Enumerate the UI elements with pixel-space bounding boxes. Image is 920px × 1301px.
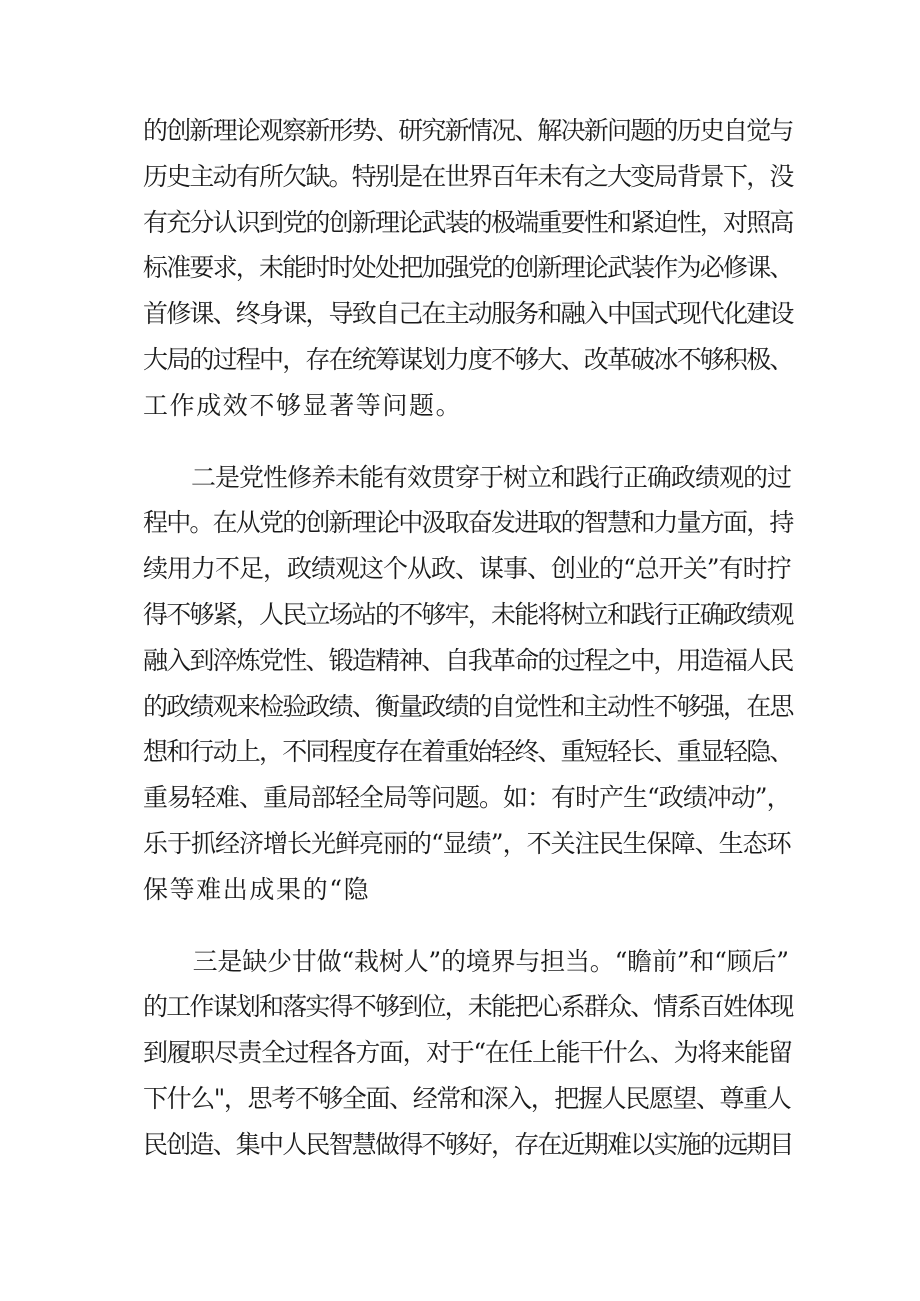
text-line: 的创新理论观察新形势、研究新情况、解决新问题的历史自觉与 (143, 116, 793, 145)
paragraph-1 (143, 108, 793, 429)
text-line: 的政绩观来检验政绩、衡量政绩的自觉性和主动性不够强，在思 (143, 691, 793, 721)
text-line: 续用力不足，政绩观这个从政、谋事、创业的“总开关”有时拧 (143, 554, 791, 584)
text-line: 的工作谋划和落实得不够到位，未能把心系群众、情系百姓体现 (143, 992, 793, 1022)
paragraph-3 (143, 939, 793, 1168)
text-line: 乐于抓经济增长光鲜亮丽的“显绩”，不关注民生保障、生态环 (143, 828, 791, 858)
text-line: 三是缺少甘做“栽树人”的境界与担当。“瞻前”和“顾后” (143, 946, 789, 976)
text-line: 有充分认识到党的创新理论武装的极端重要性和紧迫性，对照高 (143, 207, 793, 237)
paragraph-2 (143, 455, 793, 913)
text-line: 得不够紧，人民立场站的不够牢，未能将树立和践行正确政绩观 (143, 599, 793, 629)
paragraph-spacing (143, 913, 793, 939)
text-line: 保等难出成果的“隐 (143, 874, 371, 904)
text-line: 工作成效不够显著等问题。 (143, 390, 463, 420)
text-line: 大局的过程中，存在统筹谋划力度不够大、改革破冰不够积极、 (143, 344, 793, 374)
text-line: 二是党性修养未能有效贯穿于树立和践行正确政绩观的过 (143, 462, 792, 492)
text-line: 程中。在从党的创新理论中汲取奋发进取的智慧和力量方面，持 (143, 508, 793, 538)
text-line: 重易轻难、重局部轻全局等问题。如：有时产生“政绩冲动”， (143, 783, 791, 813)
text-line: 标准要求，未能时时处处把加强党的创新理论武装作为必修课、 (143, 253, 793, 283)
text-line: 融入到淬炼党性、锻造精神、自我革命的过程之中，用造福人民 (143, 645, 793, 675)
text-line: 首修课、终身课，导致自己在主动服务和融入中国式现代化建设 (143, 299, 793, 329)
paragraph-spacing (143, 429, 793, 455)
document-body (143, 108, 793, 1168)
text-line: 民创造、集中人民智慧做得不够好，存在近期难以实施的远期目 (143, 1129, 793, 1159)
text-line: 到履职尽责全过程各方面，对于“在任上能干什么、为将来能留 (143, 1038, 792, 1068)
text-line: 下什么"，思考不够全面、经常和深入，把握人民愿望、尊重人 (143, 1083, 791, 1113)
text-line: 历史主动有所欠缺。特别是在世界百年未有之大变局背景下，没 (143, 161, 793, 191)
text-line: 想和行动上，不同程度存在着重始轻终、重短轻长、重显轻隐、 (143, 737, 793, 767)
